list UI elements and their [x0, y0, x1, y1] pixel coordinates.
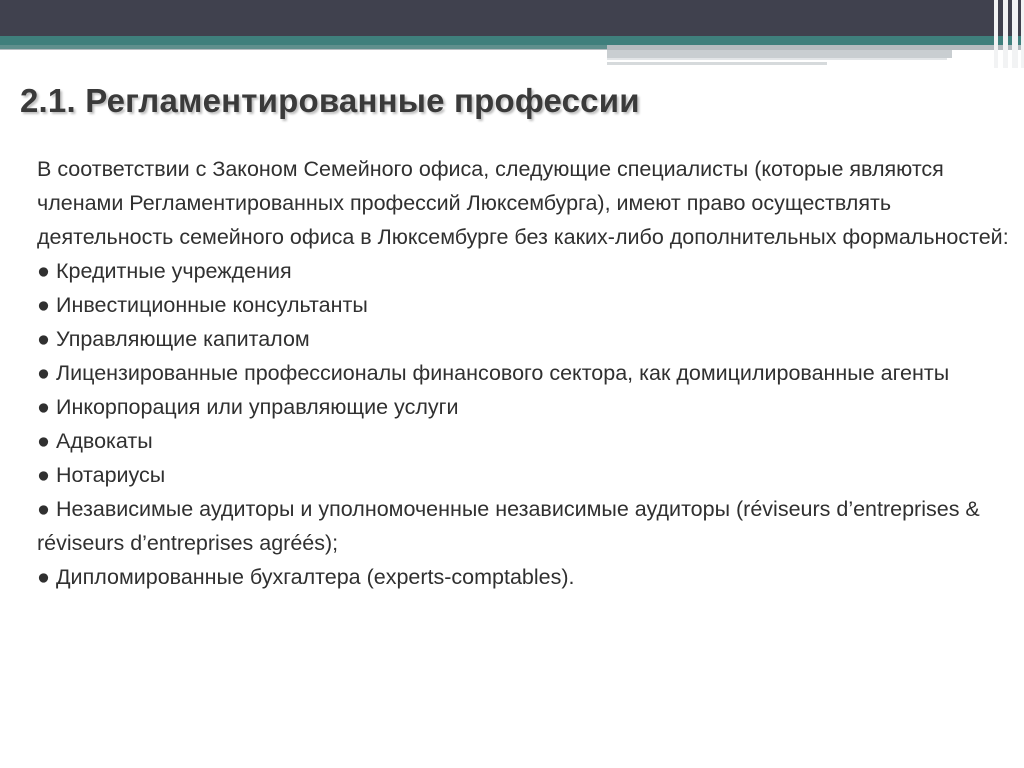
list-item	[37, 458, 1012, 492]
list-item	[37, 356, 1012, 390]
corner-decoration	[994, 0, 1024, 68]
list-item	[37, 254, 1012, 288]
corner-bar	[1003, 0, 1008, 68]
bullet-icon: ●	[37, 395, 50, 419]
bullet-icon: ●	[37, 259, 50, 283]
header-banner-dark	[0, 0, 1024, 36]
bullet-icon: ●	[37, 565, 50, 589]
list-item-text: Кредитные учреждения	[56, 259, 292, 283]
list-item-text: Нотариусы	[56, 463, 166, 487]
list-item-text: Дипломированные бухгалтера (experts-comptables).	[56, 565, 575, 589]
slide-body	[37, 152, 1012, 594]
corner-bar	[994, 0, 998, 68]
bullet-icon: ●	[37, 429, 50, 453]
bullet-icon: ●	[37, 361, 50, 385]
list-item-text: Адвокаты	[56, 429, 153, 453]
bullet-icon: ●	[37, 463, 50, 487]
list-item	[37, 390, 1012, 424]
bullet-icon: ●	[37, 497, 50, 521]
list-item-text: Лицензированные профессионалы финансового сектора, как домицилированные агенты	[56, 361, 950, 385]
list-item-text: Независимые аудиторы и уполномоченные независимые аудиторы (réviseurs d’entreprises & réviseurs d’entreprises agréés);	[37, 497, 980, 555]
bullet-icon: ●	[37, 293, 50, 317]
header-accent-strip	[0, 45, 607, 49]
header-accent-strip	[607, 62, 827, 65]
slide-title: 2.1. Регламентированные профессии	[20, 82, 640, 119]
list-item-text: Инкорпорация или управляющие услуги	[56, 395, 459, 419]
list-item	[37, 322, 1012, 356]
list-item	[37, 492, 1012, 560]
list-item-text: Инвестиционные консультанты	[56, 293, 368, 317]
header-accent-strip	[607, 58, 947, 60]
list-item	[37, 560, 1012, 594]
list-item-text: Управляющие капиталом	[56, 327, 310, 351]
header-accent-strip	[607, 50, 952, 58]
corner-bar	[1012, 0, 1018, 68]
professions-list	[37, 254, 1012, 594]
intro-paragraph: В соответствии с Законом Семейного офиса, следующие специалисты (которые являются членами Регламентированных профессий Люксембурга), имеют право осуществлять деятельность семейного офиса в Люксембурге без каких-либо дополнительных формальностей:	[37, 157, 1009, 249]
bullet-icon: ●	[37, 327, 50, 351]
list-item	[37, 288, 1012, 322]
header-banner-teal	[0, 36, 1024, 45]
list-item	[37, 424, 1012, 458]
